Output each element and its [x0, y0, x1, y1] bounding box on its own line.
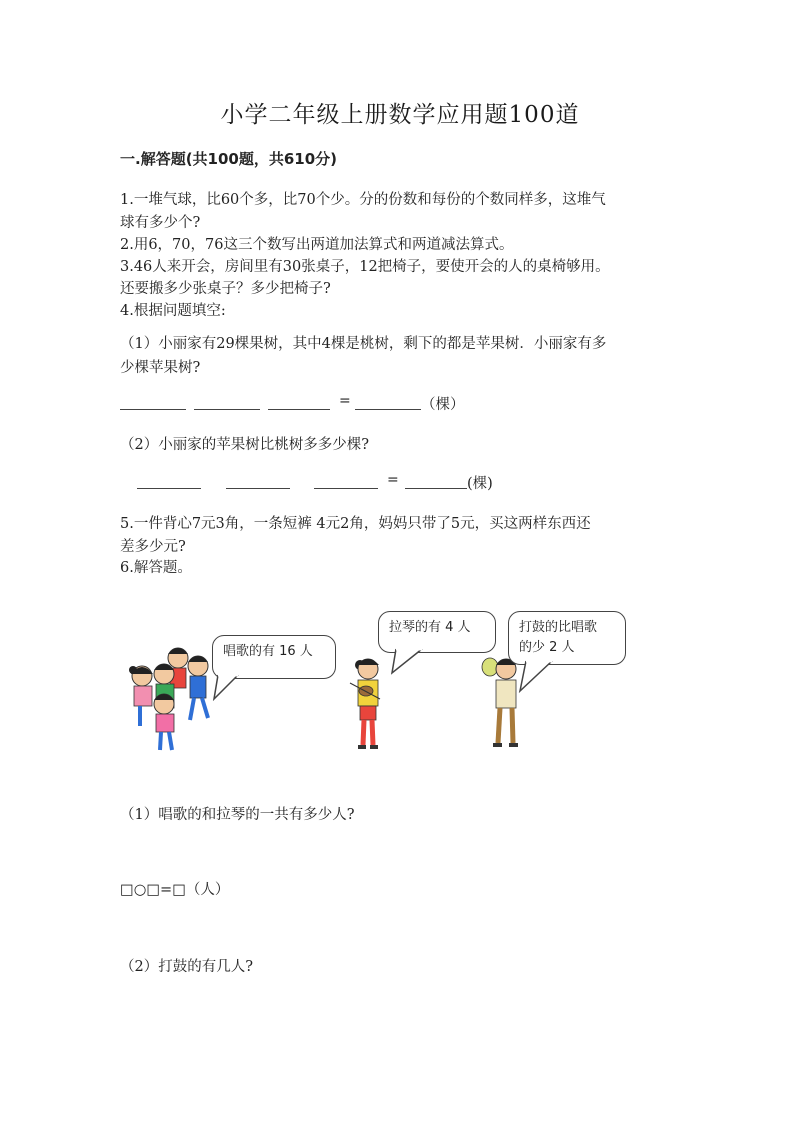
q5-text-line2: 差多少元? — [120, 539, 186, 555]
q4-2-unit: (棵) — [467, 476, 493, 492]
speech-bubble-drum-text-line2: 的少 2 人 — [519, 640, 575, 655]
q1-text-line2: 球有多少个? — [120, 215, 201, 231]
q2-text: 2.用6，70，76这三个数写出两道加法算式和两道减法算式。 — [120, 237, 514, 253]
page-title: 小学二年级上册数学应用题100道 — [220, 102, 580, 128]
q1-text-line1: 1.一堆气球，比60个多，比70个少。分的份数和每份的个数同样多，这堆气 — [120, 192, 606, 208]
violin-girl-illustration — [342, 653, 392, 753]
q4-2-blank-answer[interactable] — [405, 488, 467, 489]
speech-bubble-drum-tail — [518, 659, 558, 693]
q4-1-unit: （棵） — [421, 397, 465, 413]
singing-children-illustration — [120, 640, 220, 755]
q6-illustration — [120, 605, 640, 755]
q4-2-equals: = — [387, 472, 399, 488]
q4-text: 4.根据问题填空: — [120, 303, 226, 319]
q3-text-line1: 3.46人来开会，房间里有30张桌子，12把椅子，要使开会的人的桌椅够用。 — [120, 259, 610, 275]
q6-1-formula: □○□=□（人） — [120, 882, 230, 898]
q6-1-text: （1）唱歌的和拉琴的一共有多少人? — [120, 807, 355, 823]
q4-1-text-line1: （1）小丽家有29棵果树，其中4棵是桃树，剩下的都是苹果树．小丽家有多 — [120, 336, 607, 352]
q4-1-blank-3[interactable] — [268, 409, 330, 410]
q4-1-blank-1[interactable] — [120, 409, 186, 410]
q4-2-blank-3[interactable] — [314, 488, 378, 489]
section-heading: 一.解答题(共100题，共610分) — [120, 150, 338, 168]
q4-2-blank-2[interactable] — [226, 488, 290, 489]
speech-bubble-drum — [508, 611, 626, 665]
q4-1-text-line2: 少棵苹果树? — [120, 360, 201, 376]
q4-1-equals: = — [339, 393, 351, 409]
speech-bubble-violin-tail — [388, 647, 428, 675]
q4-1-blank-2[interactable] — [194, 409, 260, 410]
q6-2-text: （2）打鼓的有几人? — [120, 959, 253, 975]
q3-text-line2: 还要搬多少张桌子？多少把椅子? — [120, 281, 331, 297]
speech-bubble-singing-tail — [212, 673, 242, 701]
q4-2-text: （2）小丽家的苹果树比桃树多多少棵? — [120, 437, 369, 453]
speech-bubble-singing-text: 唱歌的有 16 人 — [223, 644, 313, 659]
speech-bubble-violin-text: 拉琴的有 4 人 — [389, 620, 471, 635]
q4-1-blank-answer[interactable] — [355, 409, 421, 410]
q5-text-line1: 5.一件背心7元3角，一条短裤 4元2角，妈妈只带了5元，买这两样东西还 — [120, 516, 591, 532]
q6-text: 6.解答题。 — [120, 560, 192, 576]
q4-2-blank-1[interactable] — [137, 488, 201, 489]
speech-bubble-drum-text-line1: 打鼓的比唱歌 — [519, 620, 598, 635]
